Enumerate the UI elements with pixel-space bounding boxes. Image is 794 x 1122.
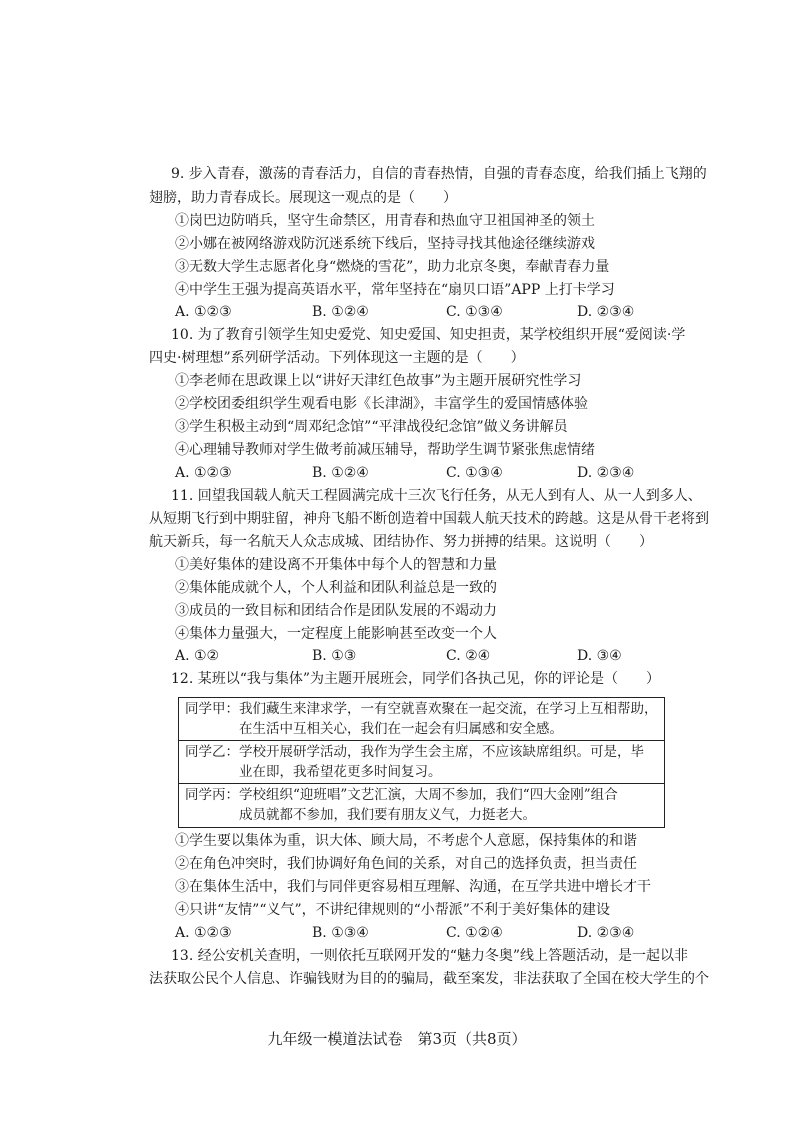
opinion-row-yi <box>179 741 664 784</box>
q10-option-4: ④心理辅导教师对学生做考前减压辅导，帮助学生调节紧张焦虑情绪 <box>175 442 595 458</box>
q10-choices <box>175 463 665 483</box>
q10-choice-c: C. ①③④ <box>446 465 503 481</box>
opinion-yi-line2: 业在即，我希望花更多时间复习。 <box>185 764 442 780</box>
q9-choice-b: B. ①②④ <box>312 304 369 320</box>
q11-choices <box>175 646 665 666</box>
q9-choices <box>175 302 665 322</box>
opinion-bing-line2: 成员就都不参加，我们要有朋友义气，力挺老大。 <box>185 807 536 823</box>
q9-choice-d: D. ②③④ <box>577 304 635 320</box>
q9-choice-c: C. ①③④ <box>446 304 503 320</box>
page-footer: 九年级一模道法试卷 第3页（共8页） <box>267 1030 527 1048</box>
q10-option-1: ①李老师在思政课上以“讲好天津红色故事”为主题开展研究性学习 <box>175 373 582 389</box>
q11-stem-line2: 从短期飞行到中期驻留，神舟飞船不断创造着中国载人航天技术的跨越。这是从骨干老将到 <box>149 511 709 527</box>
q11-choice-b: B. ①③ <box>312 648 357 664</box>
q10-choice-d: D. ②③④ <box>577 465 635 481</box>
q12-choices <box>175 923 665 943</box>
q11-choice-d: D. ③④ <box>577 648 622 664</box>
q10-choice-b: B. ①②④ <box>312 465 369 481</box>
q12-stem: 12. 某班以“我与集体”为主题开展班会，同学们各执己见，你的评论是（ ） <box>171 671 661 687</box>
q9-option-2: ②小娜在被网络游戏防沉迷系统下线后，坚持寻找其他途径继续游戏 <box>175 236 595 252</box>
opinion-bing-line1: 同学丙：学校组织“迎班唱”文艺汇演，大周不参加，我们“四大金刚”组合 <box>185 787 618 803</box>
opinion-jia-line2: 在生活中互相关心，我们在一起会有归属感和安全感。 <box>185 721 563 737</box>
opinion-row-jia <box>179 698 664 741</box>
opinion-row-bing <box>179 784 664 827</box>
q11-choice-c: C. ②④ <box>446 648 491 664</box>
q9-option-1: ①岗巴边防哨兵，坚守生命禁区，用青春和热血守卫祖国神圣的领土 <box>175 213 595 229</box>
q12-choice-c: C. ①②④ <box>446 925 503 941</box>
q12-option-3: ③在集体生活中，我们与同伴更容易相互理解、沟通，在互学共进中增长才干 <box>175 879 651 895</box>
q13-stem-line2: 法获取公民个人信息、诈骗钱财为目的的骗局，截至案发，非法获取了全国在校大学生的个 <box>149 971 709 987</box>
q9-stem-line1: 9. 步入青春，激荡的青春活力，自信的青春热情，自强的青春态度，给我们插上飞翔的 <box>171 166 707 182</box>
q12-choice-a: A. ①②③ <box>175 925 232 941</box>
q10-stem-line1: 10. 为了教育引领学生知史爱党、知史爱国、知史担责，某学校组织开展“爱阅读·学 <box>171 327 686 343</box>
q10-choice-a: A. ①②③ <box>175 465 232 481</box>
q11-choice-a: A. ①② <box>175 648 220 664</box>
q11-option-3: ③成员的一致目标和团结合作是团队发展的不竭动力 <box>175 603 497 619</box>
opinion-jia-line1: 同学甲：我们藏生来津求学，一有空就喜欢聚在一起交流，在学习上互相帮助， <box>185 701 658 717</box>
q12-opinion-table <box>178 697 665 828</box>
q12-option-2: ②在角色冲突时，我们协调好角色间的关系，对自己的选择负责，担当责任 <box>175 856 637 872</box>
q9-choice-a: A. ①②③ <box>175 304 232 320</box>
q10-stem-line2: 四史·树理想”系列研学活动。下列体现这一主题的是（ ） <box>149 350 525 366</box>
q10-option-3: ③学生积极主动到“周邓纪念馆”“平津战役纪念馆”做义务讲解员 <box>175 419 568 435</box>
q10-option-2: ②学校团委组织学生观看电影《长津湖》，丰富学生的爱国情感体验 <box>175 396 588 412</box>
q9-stem-line2: 翅膀，助力青春成长。展现这一观点的是（ ） <box>149 190 457 206</box>
q12-choice-b: B. ①③④ <box>312 925 369 941</box>
q13-stem-line1: 13. 经公安机关查明，一则依托互联网开发的“魅力冬奥”线上答题活动，是一起以非 <box>171 948 689 964</box>
q12-choice-d: D. ②③④ <box>577 925 635 941</box>
q11-option-4: ④集体力量强大，一定程度上能影响甚至改变一个人 <box>175 626 497 642</box>
q12-option-4: ④只讲“友情”“义气”，不讲纪律规则的“小帮派”不利于美好集体的建设 <box>175 902 610 918</box>
q9-option-3: ③无数大学生志愿者化身“燃烧的雪花”，助力北京冬奥，奉献青春力量 <box>175 259 610 275</box>
opinion-yi-line1: 同学乙：学校开展研学活动，我作为学生会主席，不应该缺席组织。可是，毕 <box>185 744 644 760</box>
q9-option-4: ④中学生王强为提高英语水平，常年坚持在“扇贝口语”APP 上打卡学习 <box>175 282 615 298</box>
q11-stem-line3: 航天新兵，每一名航天人众志成城、团结协作、努力拼搏的结果。这说明（ ） <box>149 534 653 550</box>
q12-option-1: ①学生要以集体为重，识大体、顾大局，不考虑个人意愿，保持集体的和谐 <box>175 833 637 849</box>
q11-option-2: ②集体能成就个人，个人利益和团队利益总是一致的 <box>175 580 497 596</box>
q11-stem-line1: 11. 回望我国载人航天工程圆满完成十三次飞行任务，从无人到有人、从一人到多人、 <box>171 488 702 504</box>
q11-option-1: ①美好集体的建设离不开集体中每个人的智慧和力量 <box>175 557 497 573</box>
